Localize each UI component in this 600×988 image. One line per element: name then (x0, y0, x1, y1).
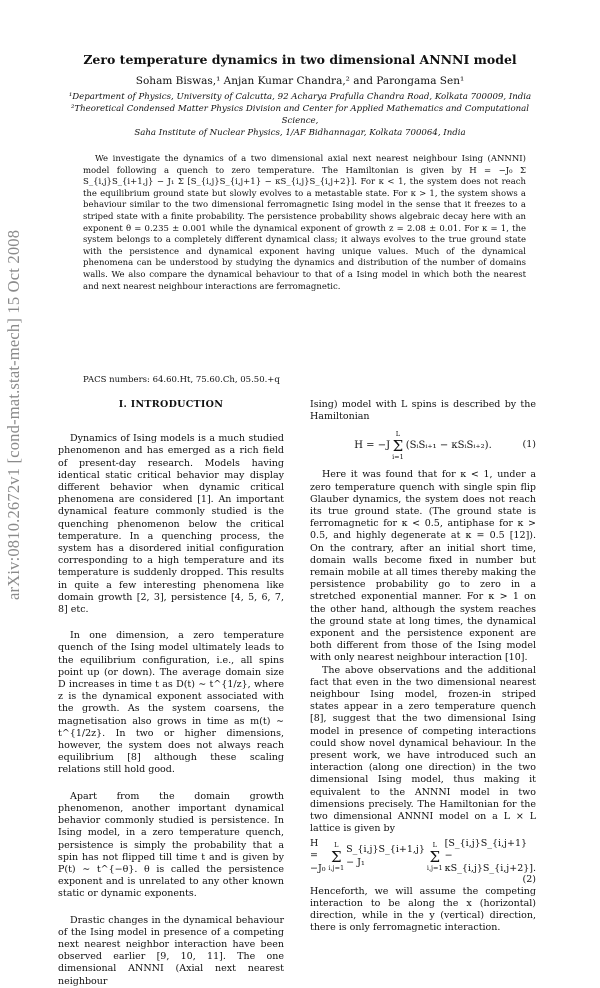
sum-lower-limit: i,j=1 (426, 863, 443, 872)
paper-title: Zero temperature dynamics in two dimensional ANNNI model (83, 52, 517, 67)
right-column (310, 399, 536, 935)
paragraph: Drastic changes in the dynamical behaviour of the Ising model in presence of a competing next nearest neighbor interaction have been observed earlier [9, 10, 11]. The one dimensional ANNNI (Axial next nearest neighbour (58, 914, 284, 987)
equation-number: (2) (522, 873, 536, 885)
eq1-rhs: (SᵢSᵢ₊₁ − κSᵢSᵢ₊₂). (405, 440, 492, 452)
affiliation-2-cont: Saha Institute of Nuclear Physics, 1/AF Bidhannagar, Kolkata 700064, India (134, 128, 466, 138)
paragraph: Henceforth, we will assume the competing interaction to be along the x (horizontal) direction, while in the y (vertical) direction, there is only ferromagnetic interaction. (310, 885, 536, 934)
sum-upper-limit: L (432, 840, 437, 849)
affiliation-1: ¹Department of Physics, University of Calcutta, 92 Acharya Prafulla Chandra Road, Kolkata 700009, India (68, 92, 532, 102)
sum-lower-limit: i=1 (392, 453, 404, 462)
affiliations (60, 91, 540, 139)
paragraph: Dynamics of Ising models is a much studied phenomenon and has emerged as a rich field of present-day research. Models having identical static critical behavior may display different behavior when dynamic critical phenomena are considered [1]. An important dynamical feature commonly studied is the quenching phenomenon below the critical temperature. In a quenching process, the system has a disordered initial configuration corresponding to a high temperature and its temperature is suddenly dropped. This results in quite a few interesting phenomena like domain growth [2, 3], persistence [4, 5, 6, 7, 8] etc. (58, 433, 284, 616)
paragraph: Apart from the domain growth phenomenon, another important dynamical behavior commonly studied is persistence. In Ising model, in a zero temperature quench, persistence is simply the probability that a spin has not flipped till time t and is given by P(t) ∼ t^{−θ}. θ is called the persistence exponent and is unrelated to any other known static or dynamic exponents. (58, 790, 284, 900)
sigma-glyph: Σ (429, 847, 441, 866)
sum-upper-limit: L (395, 430, 401, 439)
sigma-glyph: Σ (330, 847, 342, 866)
paragraph: The above observations and the additional fact that even in the two dimensional nearest neighbour Ising model, frozen-in striped states appear in a zero temperature quench [8], suggest that the two dimensional Ising model in presence of competing interactions could show novel dynamical behaviour. In the present work, we have introduced such an interaction (along one direction) in the two dimensional Ising model, thus making it equivalent to the ANNNI model in two dimensions precisely. The Hamiltonian for the two dimensional ANNNI model on a L × L lattice is given by (310, 664, 536, 835)
arxiv-identifier: arXiv:0810.2672v1 [cond-mat.stat-mech] 15 Oct 2008 (4, 229, 23, 600)
summation-symbol (328, 841, 344, 873)
left-column (58, 399, 284, 988)
paragraph: Ising) model with L spins is described by the Hamiltonian (310, 399, 536, 423)
paragraph: Here it was found that for κ < 1, under a zero temperature quench with single spin flip Glauber dynamics, the system does not reach its true ground state. (The ground state is ferromagnetic for κ < 0.5, antiphase for κ > 0.5, and highly degenerate at κ = 0.5 [12]). On the contrary, after an initial short time, domain walls become fixed in number but remain mobile at all times thereby making the persistence probability go to zero in a stretched exponential manner. For κ > 1 on the other hand, although the system reaches the ground state at long times, the dynamical exponent and the persistence exponent are both different from those of the Ising model with only nearest neighbour interaction [10]. (310, 469, 536, 664)
equation-2 (310, 836, 536, 878)
eq2-part1: H = −J₀ (310, 838, 326, 874)
sigma-glyph: Σ (392, 437, 404, 456)
sum-upper-limit: L (334, 840, 339, 849)
eq2-part2: S_{i,j}S_{i+1,j} − J₁ (346, 844, 425, 868)
summation-symbol (427, 841, 443, 873)
affiliation-2: ²Theoretical Condensed Matter Physics Division and Center for Applied Mathematics and Computational Science, (70, 104, 530, 126)
equation-number: (1) (522, 439, 536, 451)
sum-lower-limit: i,j=1 (328, 863, 345, 872)
paragraph: In one dimension, a zero temperature quench of the Ising model ultimately leads to the equilibrium configuration, i.e., all spins point up (or down). The average domain size D increases in time t as D(t) ∼ t^{1/z}, where z is the dynamical exponent associated with the growth. As the system coarsens, the magnetisation also grows in time as m(t) ∼ t^{1/2z}. In two or higher dimensions, however, the system does not always reach equilibrium [8] although these scaling relations still hold good. (58, 630, 284, 776)
equation-1 (310, 423, 536, 469)
eq2-part3: [S_{i,j}S_{i,j+1} − κS_{i,j}S_{i,j+2}]. (444, 838, 537, 874)
section-heading: I. INTRODUCTION (118, 399, 224, 410)
abstract: We investigate the dynamics of a two dimensional axial next nearest neighbour Ising (ANNNI) model following a quench to zero temperature. The Hamiltonian is given by H = −J₀ Σ S_{i,j}S_{i+1,j} − J₁ Σ [S_{i,j}S_{i,j+1} − κS_{i,j}S_{i,j+2}]. For κ < 1, the system does not reach the equilibrium ground state but slowly evolves to a metastable state. For κ > 1, the system shows a behaviour similar to the two dimensional ferromagnetic Ising model in the sense that it freezes to a striped state with a finite probability. The persistence probability shows algebraic decay here with an exponent θ = 0.235 ± 0.001 while the dynamical exponent of growth z = 2.08 ± 0.01. For κ = 1, the system belongs to a completely different dynamical class; it always evolves to the true ground state with the persistence and dynamical exponent having unique values. Much of the dynamical phenomena can be understood by studying the dynamics and distribution of the number of domains walls. We also compare the dynamical behaviour to that of a Ising model in which both the nearest and next nearest neighbour interactions are ferromagnetic. (83, 154, 526, 292)
eq1-lhs: H = −J (354, 440, 391, 452)
author-list: Soham Biswas,¹ Anjan Kumar Chandra,² and Parongama Sen¹ (135, 75, 465, 87)
pacs-numbers: PACS numbers: 64.60.Ht, 75.60.Ch, 05.50.+q (83, 375, 280, 385)
summation-symbol (392, 430, 404, 462)
